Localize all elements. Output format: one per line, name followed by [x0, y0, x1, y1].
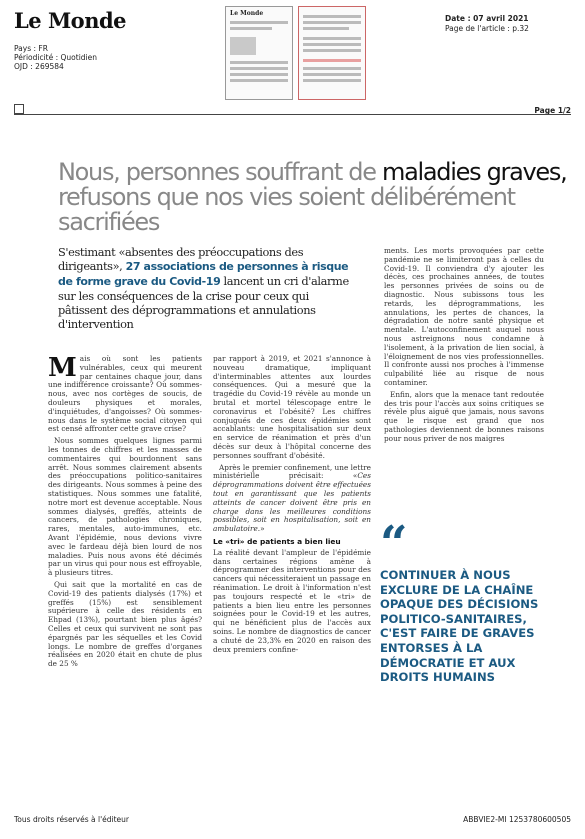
- article-headline: [58, 160, 578, 235]
- paragraph: [48, 355, 202, 434]
- drop-cap: M: [48, 353, 77, 383]
- meta-periodicity: Périodicité : Quotidien: [14, 53, 98, 62]
- standfirst-highlight: 27 associations de personnes à risque de forme grave du Covid-19: [58, 260, 349, 288]
- headline-part-3: refusons que nos vies soient délibérément sacrifiées: [58, 183, 515, 236]
- meta-ojd: OJD : 269584: [14, 62, 64, 71]
- paragraph-text: ais où sont les patients vulnérables, ceux qui meurent par centaines chaque jour, dans une indifférence croissante? Où sommes-nous, avec nos cortèges de soucis, de douleurs physiques et morales, d'inquiétudes, d'angoisses? Où sommes-nous dans le système social citoyen qui est censé affronter cette grave crise?: [48, 354, 202, 434]
- masthead-logo: Le Monde: [14, 8, 127, 33]
- article-column-1: [48, 355, 202, 672]
- standfirst-intro: S'estimant «absentes des préoccupations des dirigeants»,: [58, 245, 304, 273]
- article-standfirst: [58, 245, 358, 331]
- article-column-3: [384, 247, 544, 447]
- page-thumbnail-1[interactable]: [225, 6, 293, 100]
- headline-part-1: Nous, personnes souffrant de: [58, 158, 383, 186]
- ministerial-quote: Ces déprogrammations doivent être effectuées tout en garantissant que les patients atteints de cancer doivent être pris en charge dans les meilleures conditions possibles, soit en hospitalisation, soit en ambulatoire.: [213, 471, 371, 534]
- headline-part-2: maladies graves,: [382, 158, 567, 186]
- footer-reference: ABBVIE2-MI 1253780600505: [463, 815, 571, 824]
- header-divider: [14, 114, 571, 115]
- quote-close: »: [260, 524, 265, 534]
- quote-mark-icon: “: [380, 516, 408, 572]
- meta-article-page: Page de l'article : p.32: [445, 24, 529, 33]
- quote-open: Après le premier confinement, une lettre ministérielle précisait: «: [213, 462, 371, 481]
- section-subhead: Le «tri» de patients a bien lieu: [213, 536, 341, 546]
- paragraph: La réalité devant l'ampleur de l'épidémie dans certaines régions amène à déprogrammer des interventions pour des cancers qui nécessiteraient un passage en réanimation. Le droit à l'information n'est pas toujours respecté et le «tri» de patients a bien lieu entre les personnes soignées pour le Covid-19 et les autres, qui ne bénéficient plus de l'accès aux soins. Le nombre de diagnostics de cancer a chuté de 23,3% en 2020 en raison des deux premiers confine-: [213, 547, 371, 654]
- paragraph: Enfin, alors que la menace tant redoutée des tris pour l'accès aux soins critiques se révèle plus aiguë que jamais, nous savons que le risque est grand que nos pathologies deviennent de bonnes raisons pour nous priver de nos maigres: [384, 389, 544, 443]
- page-thumbnail-2[interactable]: [298, 6, 366, 100]
- thumbnail-image: [230, 37, 256, 55]
- paragraph: Nous sommes quelques lignes parmi les tonnes de chiffres et les masses de commentaires qui bourdonnent sans arrêt. Nous sommes clairement absents des préoccupations politico-sanitaires des dirigeants. Nous sommes à peine des statistiques. Nous sommes une fatalité, notre mort est devenue acceptable. Nous sommes dialysés, greffés, atteints de cancers, de pathologies chroniques, rares, mentales, auto-immunes, etc. Avant l'épidémie, nous devions vivre avec le fardeau déjà bien lourd de nos maladies. Puis nous avons été décimés par un virus qui pour nous est effroyable, à plusieurs titres.: [48, 436, 202, 578]
- standfirst-rest: lancent un cri d'alarme sur les conséquences de la crise pour ceux qui pâtissent des déprogrammations et annulations d'intervention: [58, 274, 349, 331]
- document-icon: [14, 104, 24, 114]
- footer-copyright: Tous droits réservés à l'éditeur: [14, 815, 129, 824]
- paragraph: Qui sait que la mortalité en cas de Covid-19 des patients dialysés (17%) et greffés (15%) est sensiblement supérieure à celle des résidents en Ehpad (13%), pourtant bien plus âgés? Celles et ceux qui survivent ne sont pas épargnés par les séquelles et les Covid longs. Le nombre de greffes d'organes réalisées en 2020 était en chute de plus de 25 %: [48, 579, 202, 669]
- pull-quote: CONTINUER À NOUS EXCLURE DE LA CHAÎNE OPAQUE DES DÉCISIONS POLITICO-SANITAIRES, C'EST FAIRE DE GRAVES ENTORSES À LA DÉMOCRATIE ET AUX DROITS HUMAINS: [380, 568, 539, 685]
- page-indicator: Page 1/2: [534, 106, 571, 115]
- meta-country: Pays : FR: [14, 44, 48, 53]
- paragraph: [213, 464, 371, 534]
- paragraph: ments. Les morts provoquées par cette pandémie ne se limiteront pas à celles du Covid-19. Il conviendra d'y ajouter les décès, ces prochaines années, de toutes les personnes privées de soins ou de diagnostic. Nous subissons tous les retards, les déprogrammations, les annulations, les pertes de chances, la dégradation de notre santé physique et mentale. L'autoconfinement auquel nous nous astreignons nous condamne à l'isolement, à la privation de lien social, à l'éloignement de nos vies professionnelles. Il confronte aussi nos proches à l'immense culpabilité liée au risque de nous contaminer.: [384, 246, 544, 387]
- thumbnail-title: Le Monde: [230, 10, 264, 17]
- paragraph: par rapport à 2019, et 2021 s'annonce à nouveau dramatique, impliquant d'interminables attentes aux lourdes conséquences. Qui a mesuré que la tragédie du Covid-19 révèle au monde un brutal et mortel télescopage entre le coronavirus et l'obésité? Les chiffres conjugués de ces deux épidémies sont accablants: une hospitalisation sur deux en service de réanimation et près d'un décès sur deux à l'hôpital concerne des personnes souffrant d'obésité.: [213, 354, 371, 460]
- article-column-2: [213, 355, 371, 657]
- meta-date: Date : 07 avril 2021: [445, 14, 529, 23]
